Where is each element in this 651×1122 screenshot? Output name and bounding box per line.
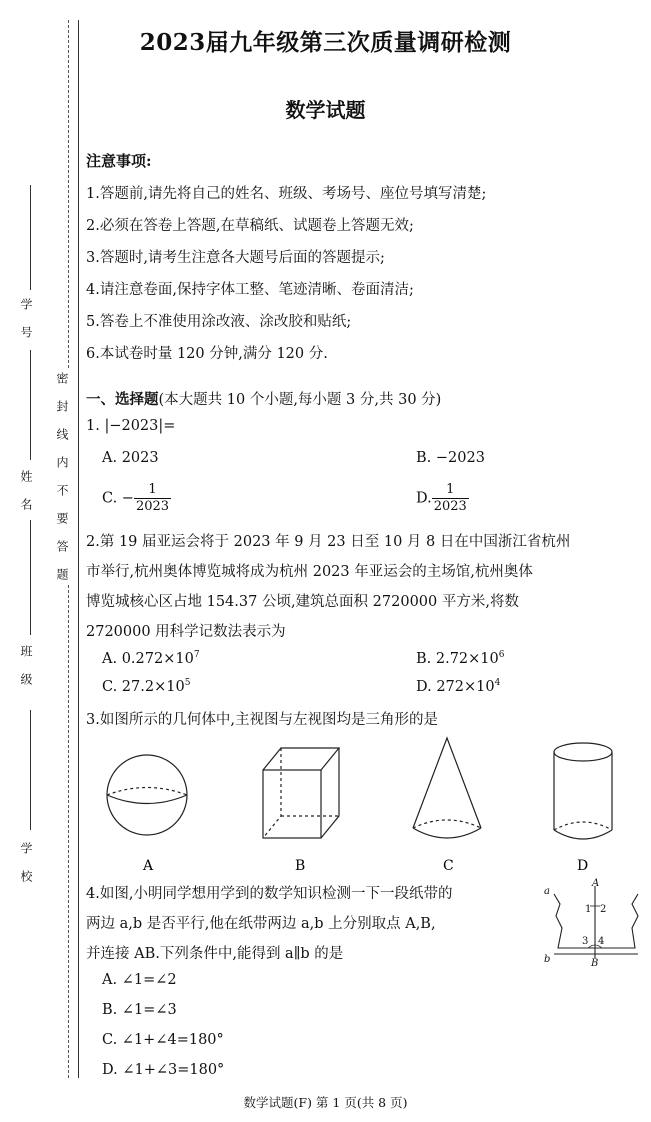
notice-item: 4.请注意卷面,保持字体工整、笔迹清晰、卷面清洁; <box>86 282 414 298</box>
q2-option-d <box>416 678 500 695</box>
q2-option-a-exp: 7 <box>193 650 200 660</box>
label-d: D <box>577 858 589 874</box>
q1-option-a: A. 2023 <box>102 450 159 466</box>
q4-line: 两边 a,b 是否平行,他在纸带两边 a,b 上分别取点 A,B, <box>86 916 436 932</box>
notice-item: 3.答题时,请考生注意各大题号后面的答题提示; <box>86 250 385 266</box>
q1-option-b: B. −2023 <box>416 450 485 466</box>
q2-option-b-exp: 6 <box>498 650 505 660</box>
angle-1: 1 <box>585 904 592 915</box>
q2-option-c-exp: 5 <box>184 678 191 688</box>
page-footer: 数学试题(F) 第 1 页(共 8 页) <box>243 1095 408 1110</box>
class-blank[interactable] <box>30 520 31 635</box>
label-c: C <box>443 858 454 874</box>
q2-option-d-base: D. 272×10 <box>416 678 495 695</box>
q1-option-d-prefix: D. <box>416 490 432 507</box>
q4-option-b: B. ∠1=∠3 <box>102 1002 177 1018</box>
q4-option-d: D. ∠1+∠3=180° <box>102 1062 225 1078</box>
student-id-label: 学 号 <box>19 298 33 340</box>
angle-2: 2 <box>600 904 607 915</box>
cube-shape <box>263 748 339 838</box>
q4-option-c: C. ∠1+∠4=180° <box>102 1032 224 1048</box>
exam-subtitle: 数学试题 <box>285 98 366 122</box>
q2-line: 市举行,杭州奥体博览城将成为杭州 2023 年亚运会的主场馆,杭州奥体 <box>86 564 533 580</box>
margin-border-line <box>78 20 79 1078</box>
q1-option-d <box>416 482 469 515</box>
q2-line: 2.第 19 届亚运会将于 2023 年 9 月 23 日至 10 月 8 日在中国浙江省杭州 <box>86 534 571 550</box>
label-b-line: b <box>544 954 551 965</box>
q2-option-a-base: A. 0.272×10 <box>102 650 194 667</box>
q1-stem: 1. |−2023|= <box>86 418 176 434</box>
section-desc: (本大题共 10 个小题,每小题 3 分,共 30 分) <box>158 392 442 408</box>
cylinder-shape <box>554 743 612 839</box>
name-label: 姓 名 <box>19 470 33 512</box>
q3-solids-figure <box>95 730 625 880</box>
q2-option-a <box>102 650 200 667</box>
q1-option-c-prefix: C. − <box>102 490 134 507</box>
q4-paper-strip-figure <box>540 876 645 968</box>
sphere-shape <box>107 755 187 835</box>
section-heading <box>86 388 441 409</box>
q1-option-d-fraction <box>432 482 469 515</box>
student-id-blank[interactable] <box>30 185 31 290</box>
class-label: 班 级 <box>19 645 33 687</box>
q2-line: 博览城核心区占地 154.37 公顷,建筑总面积 2720000 平方米,将数 <box>86 594 519 610</box>
notice-item: 6.本试卷时量 120 分钟,满分 120 分. <box>86 346 328 362</box>
cone-shape <box>413 738 481 838</box>
label-point-b: B <box>591 958 599 968</box>
notice-item: 1.答题前,请先将自己的姓名、班级、考场号、座位号填写清楚; <box>86 186 487 202</box>
q3-stem: 3.如图所示的几何体中,主视图与左视图均是三角形的是 <box>86 712 438 728</box>
q2-option-b-base: B. 2.72×10 <box>416 650 499 667</box>
fraction-numerator: 1 <box>134 482 171 499</box>
label-a: A <box>143 858 154 874</box>
fraction-denominator: 2023 <box>433 499 467 514</box>
notice-heading: 注意事项: <box>86 152 152 170</box>
q2-option-c-base: C. 27.2×10 <box>102 678 185 695</box>
angle-4: 4 <box>598 936 605 947</box>
section-title: 一、选择题 <box>86 391 159 408</box>
q2-line: 2720000 用科学记数法表示为 <box>86 624 286 640</box>
name-blank[interactable] <box>30 350 31 460</box>
q2-option-b <box>416 650 505 667</box>
q4-line: 并连接 AB.下列条件中,能得到 a∥b 的是 <box>86 946 344 962</box>
q1-option-c-fraction <box>134 482 171 515</box>
school-label: 学 校 <box>19 842 33 884</box>
notice-item: 2.必须在答卷上答题,在草稿纸、试题卷上答题无效; <box>86 218 414 234</box>
q2-option-d-exp: 4 <box>494 678 501 688</box>
fraction-numerator: 1 <box>432 482 469 499</box>
q4-option-a: A. ∠1=∠2 <box>102 972 177 988</box>
fraction-denominator: 2023 <box>135 499 170 514</box>
label-point-a: A <box>592 878 600 889</box>
label-a-line: a <box>544 886 550 897</box>
seal-notice: 密 封 线 内 不 要 答 题 <box>55 372 69 582</box>
notice-item: 5.答卷上不准使用涂改液、涂改胶和贴纸; <box>86 314 352 330</box>
label-b: B <box>295 858 306 874</box>
q4-line: 4.如图,小明同学想用学到的数学知识检测一下一段纸带的 <box>86 886 453 902</box>
school-blank[interactable] <box>30 710 31 830</box>
exam-title: 2023届九年级第三次质量调研检测 <box>139 29 512 56</box>
q2-option-c <box>102 678 190 695</box>
angle-3: 3 <box>582 936 589 947</box>
q1-option-c <box>102 482 171 515</box>
